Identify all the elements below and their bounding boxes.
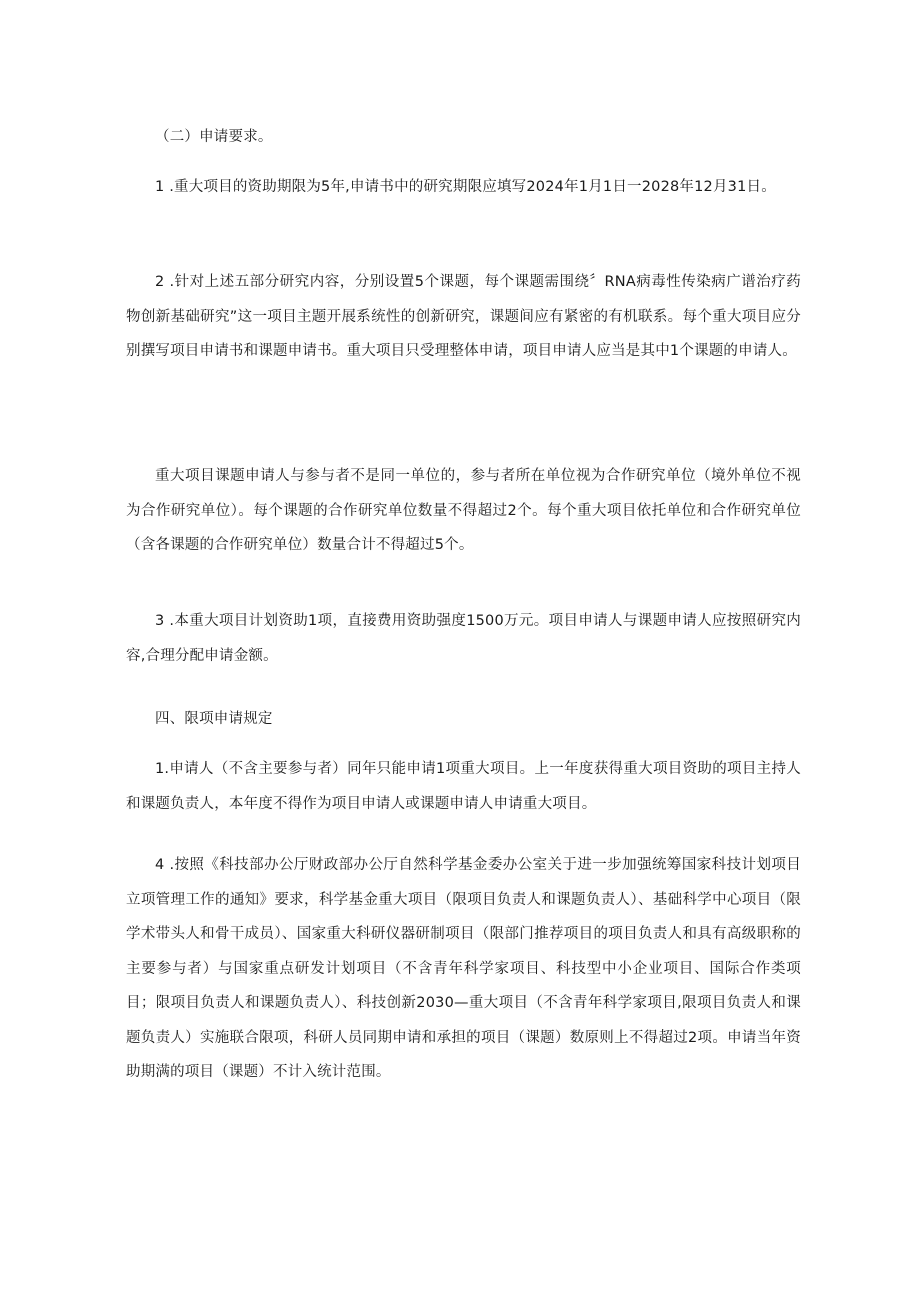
paragraph-funding-period: 1 .重大项目的资助期限为5年,申请书中的研究期限应填写2024年1月1日一2028年12月31日。: [155, 179, 776, 195]
section-heading-application-limits: 四、限项申请规定: [155, 711, 273, 727]
paragraph-applicant-limit: 1.申请人（不含主要参与者）同年只能申请1项重大项目。上一年度获得重大项目资助的项目主持人和课题负责人，本年度不得作为项目申请人或课题申请人申请重大项目。: [126, 761, 801, 812]
paragraph-funding-amount: 3 .本重大项目计划资助1项，直接费用资助强度1500万元。项目申请人与课题申请人应按照研究内容,合理分配申请金额。: [126, 613, 801, 664]
section-heading-application-requirements: （二）申请要求。: [155, 129, 273, 145]
paragraph-cooperating-units: 重大项目课题申请人与参与者不是同一单位的，参与者所在单位视为合作研究单位（境外单位不视为合作研究单位）。每个课题的合作研究单位数量不得超过2个。每个重大项目依托单位和合作研究单位（含各课题的合作研究单位）数量合计不得超过5个。: [126, 468, 801, 553]
paragraph-joint-limit: 4 .按照《科技部办公厅财政部办公厅自然科学基金委办公室关于进一步加强统筹国家科技计划项目立项管理工作的通知》要求，科学基金重大项目（限项目负责人和课题负责人）、基础科学中心项目（限学术带头人和骨干成员）、国家重大科研仪器研制项目（限部门推荐项目的项目负责人和具有高级职称的主要参与者）与国家重点研发计划项目（不含青年科学家项目、科技型中小企业项目、国际合作类项目；限项目负责人和课题负责人）、科技创新2030—重大项目（不含青年科学家项目,限项目负责人和课题负责人）实施联合限项，科研人员同期申请和承担的项目（课题）数原则上不得超过2项。申请当年资助期满的项目（课题）不计入统计范围。: [126, 857, 801, 1080]
paragraph-research-topics: 2 .针对上述五部分研究内容，分别设置5个课题，每个课题需围绕〞RNA病毒性传染病广谱治疗药物创新基础研究”这一项目主题开展系统性的创新研究，课题间应有紧密的有机联系。每个重大项目应分别撰写项目申请书和课题申请书。重大项目只受理整体申请，项目申请人应当是其中1个课题的申请人。: [126, 274, 801, 359]
